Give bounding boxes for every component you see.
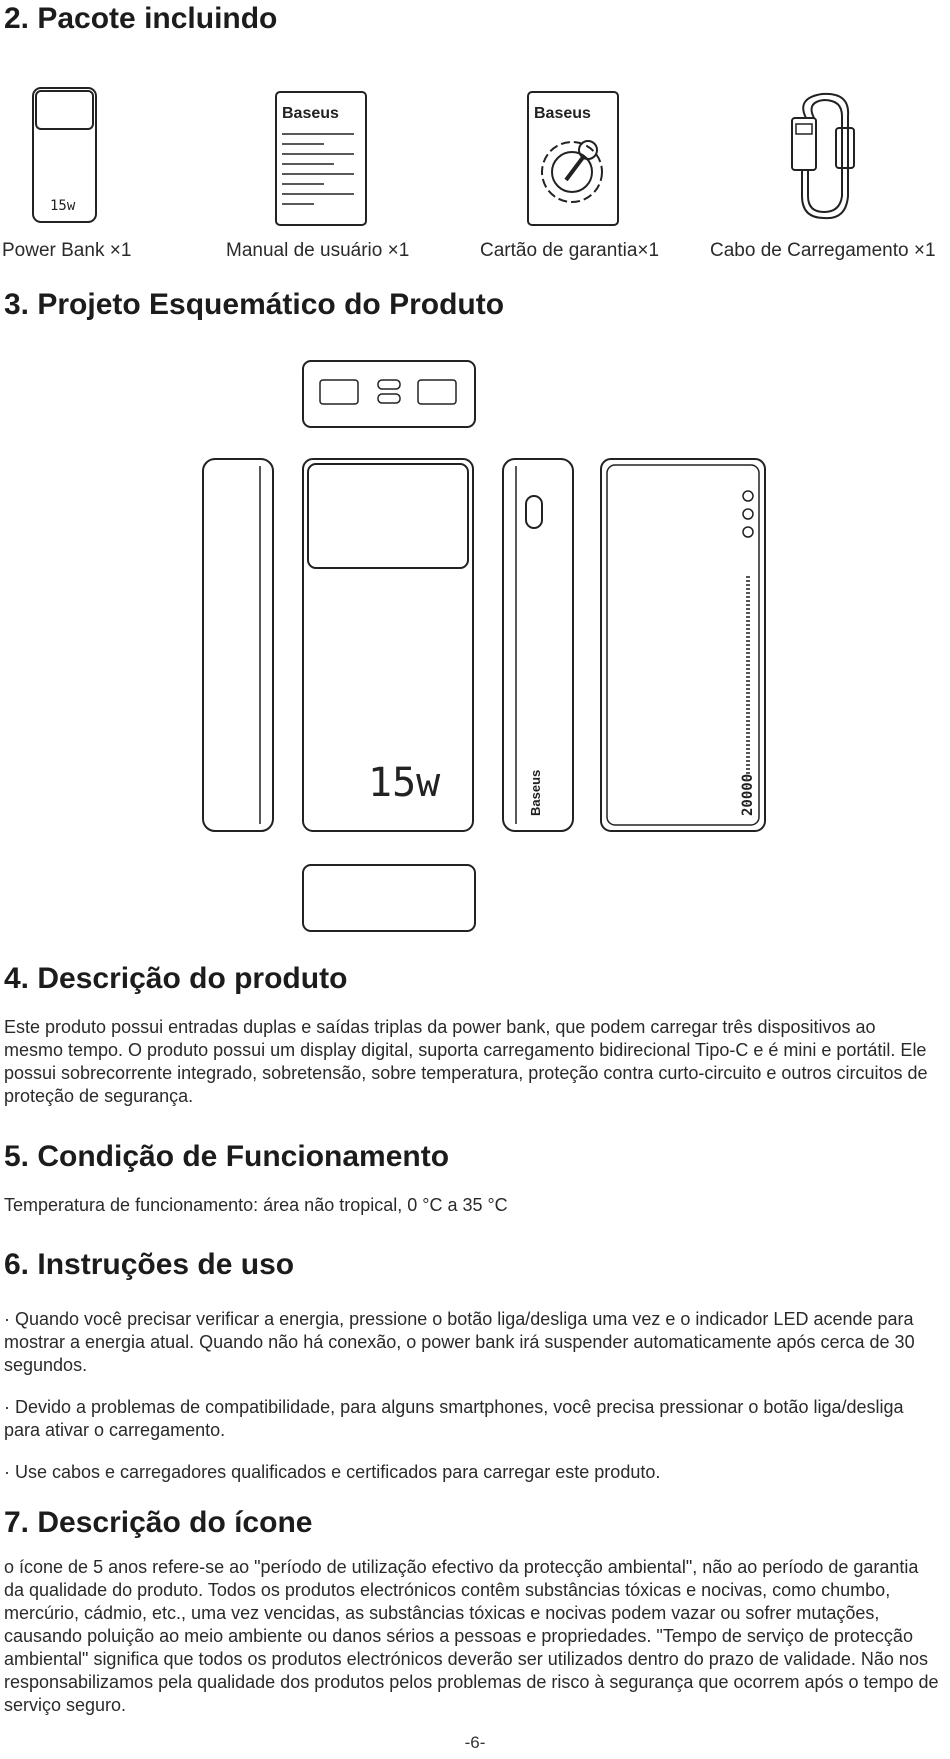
instruction-item: · Quando você precisar verificar a energia, pressione o botão liga/desliga uma vez e o indicador LED acende para mostrar a energia atual. Quando não há conexão, o power bank irá suspender automaticamente após cerca de 30 segundos.	[4, 1309, 915, 1375]
back-view-illustration	[598, 456, 770, 836]
front-view-illustration	[300, 456, 478, 836]
package-item-label: Cartão de garantia×1	[480, 240, 660, 261]
instruction-item: · Devido a problemas de compatibilidade, para alguns smartphones, você precisa pressionar o botão liga/desliga para ativar o carregamento.	[4, 1397, 904, 1440]
bottom-view-illustration	[300, 862, 480, 934]
package-item-label: Cabo de Carregamento ×1	[710, 240, 936, 261]
warranty-card-icon	[526, 90, 620, 228]
right-side-illustration	[500, 456, 578, 836]
schematic-title: 3. Projeto Esquemático do Produto	[4, 288, 505, 321]
svg-text:Baseus: Baseus	[534, 105, 591, 122]
top-view-illustration	[300, 358, 480, 430]
left-side-illustration	[200, 456, 278, 836]
page-number: -6-	[464, 1733, 486, 1752]
svg-text:15w: 15w	[50, 198, 76, 214]
operating-body: Temperatura de funcionamento: área não tropical, 0 °C a 35 °C	[4, 1195, 508, 1215]
package-title: 2. Pacote incluindo	[4, 2, 278, 35]
svg-text:Baseus: Baseus	[528, 769, 543, 816]
operating-title: 5. Condição de Funcionamento	[4, 1140, 450, 1173]
svg-text:20000: 20000	[740, 773, 756, 816]
description-title: 4. Descrição do produto	[4, 962, 348, 995]
charging-cable-icon	[786, 88, 866, 228]
description-body: Este produto possui entradas duplas e saídas triplas da power bank, que podem carregar três dispositivos ao mesmo tempo. O produto possui um display digital, suporta carregamento bidirecional Tipo-C e é mini e portátil. Ele possui sobrecorrente integrado, sobretensão, sobre temperatura, proteção contra curto-circuito e outros circuitos de proteção de segurança.	[4, 1017, 928, 1106]
instructions-title: 6. Instruções de uso	[4, 1248, 295, 1281]
svg-text:Baseus: Baseus	[282, 105, 339, 122]
icon-description-title: 7. Descrição do ícone	[4, 1506, 313, 1539]
svg-text:15w: 15w	[368, 760, 441, 806]
power-bank-icon	[30, 86, 100, 226]
manual-icon	[274, 90, 368, 228]
package-item-label: Manual de usuário ×1	[226, 240, 410, 261]
package-item-label: Power Bank ×1	[2, 240, 132, 261]
instruction-item: · Use cabos e carregadores qualificados e certificados para carregar este produto.	[4, 1462, 661, 1482]
icon-description-body: o ícone de 5 anos refere-se ao "período de utilização efectivo da protecção ambiental", não ao período de garantia da qualidade do produto. Todos os produtos electrónicos contêm substâncias tóxicas e nocivas, como chumbo, mercúrio, cádmio, etc., uma vez vencidas, as substâncias tóxicas e nocivas podem vazar ou sofrer mutações, causando poluição ao meio ambiente ou danos sérios a pessoas e propriedades. "Tempo de serviço de protecção ambiental" significa que todos os produtos electrónicos deverão ser utilizados dentro do prazo de validade. Não nos responsabilizamos pela qualidade dos produtos pelos problemas de risco à segurança que ocorrem após o tempo de serviço seguro.	[4, 1557, 939, 1715]
